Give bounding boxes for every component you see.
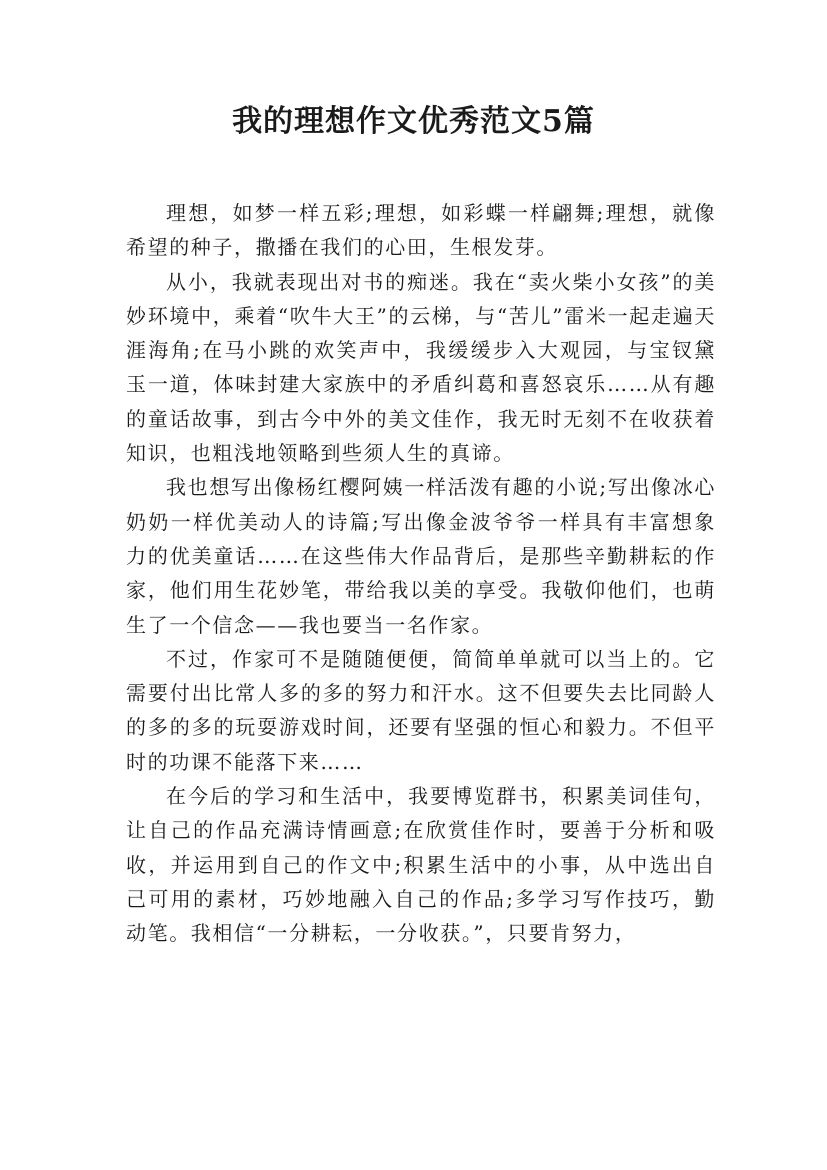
- paragraph-4: 不过，作家可不是随随便便，简简单单就可以当上的。它需要付出比常人多的多的努力和汗水。这不但要失去比同龄人的多的多的玩耍游戏时间，还要有坚强的恒心和毅力。不但平时的功课不能落下来……: [126, 646, 716, 774]
- document-body: [126, 196, 716, 951]
- paragraph-5: 在今后的学习和生活中，我要博览群书，积累美词佳句，让自己的作品充满诗情画意;在欣赏佳作时，要善于分析和吸收，并运用到自己的作文中;积累生活中的小事，从中选出自己可用的素材，巧妙地融入自己的作品;多学习写作技巧，勤动笔。我相信“一分耕耘，一分收获。”，只要肯努力，: [126, 784, 716, 946]
- paragraph-3: 我也想写出像杨红樱阿姨一样活泼有趣的小说;写出像冰心奶奶一样优美动人的诗篇;写出像金波爷爷一样具有丰富想象力的优美童话……在这些伟大作品背后，是那些辛勤耕耘的作家，他们用生花妙笔，带给我以美的享受。我敬仰他们，也萌生了一个信念——我也要当一名作家。: [126, 475, 716, 637]
- paragraph-2: 从小，我就表现出对书的痴迷。我在“卖火柴小女孩”的美妙环境中，乘着“吹牛大王”的云梯，与“苦儿”雷米一起走遍天涯海角;在马小跳的欢笑声中，我缓缓步入大观园，与宝钗黛玉一道，体味封建大家族中的矛盾纠葛和喜怒哀乐……从有趣的童话故事，到古今中外的美文佳作，我无时无刻不在收获着知识，也粗浅地领略到些须人生的真谛。: [126, 269, 716, 466]
- paragraph-1: 理想，如梦一样五彩;理想，如彩蝶一样翩舞;理想，就像希望的种子，撒播在我们的心田，生根发芽。: [126, 201, 716, 260]
- document-title: 我的理想作文优秀范文5篇: [232, 104, 595, 139]
